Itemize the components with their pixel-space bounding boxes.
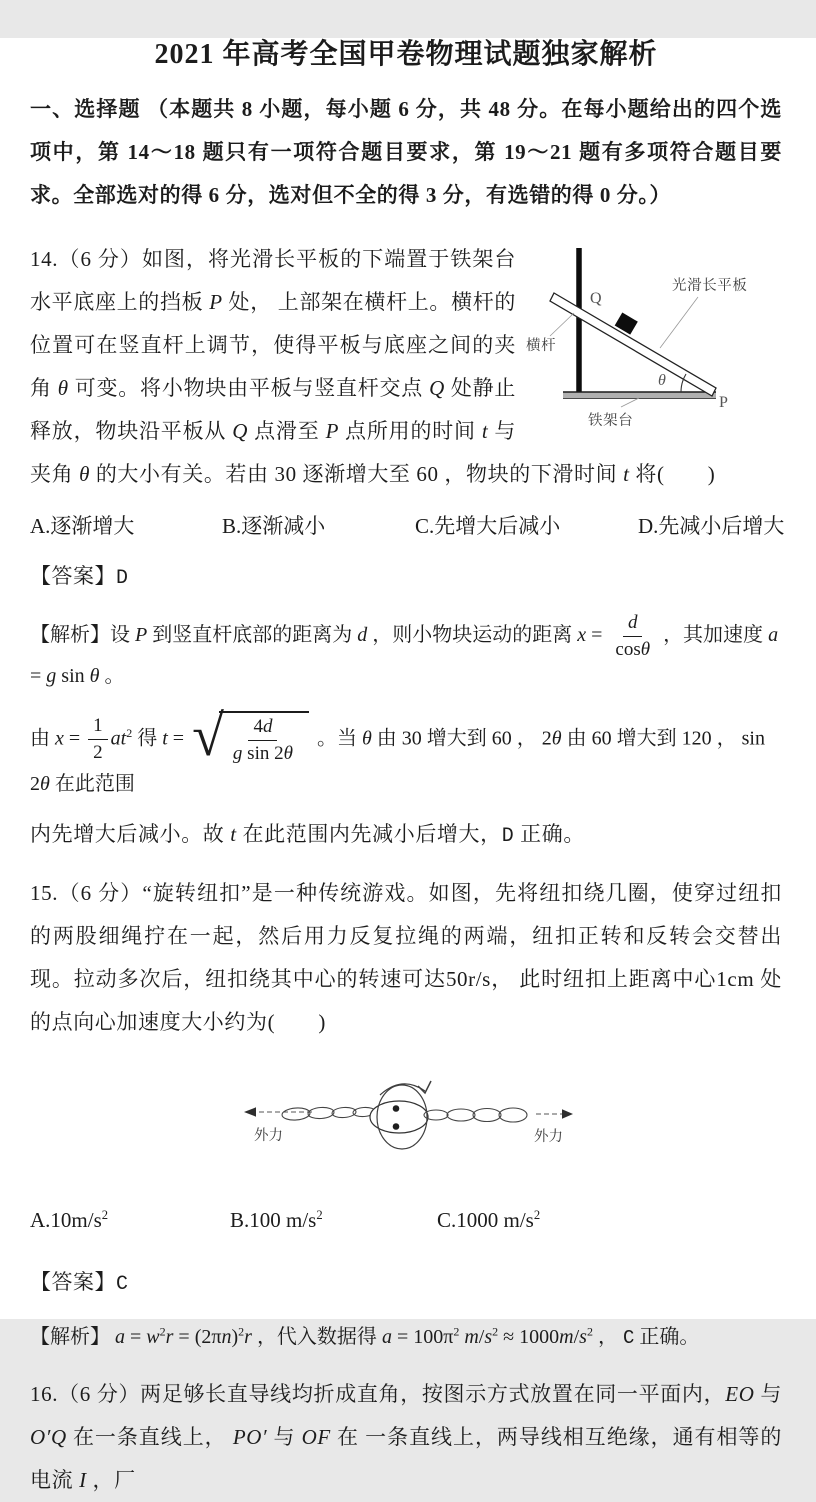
button-hole-bottom: [393, 1123, 400, 1130]
q15-analysis: 【解析】 $a = w^2r = (2\pi n)^2r$ ，代入数据得 $a = 100\pi^2$ $m/s^2 \approx 1000m/s^2$ ， C 正确。: [30, 1324, 700, 1349]
smooth-plank: [550, 293, 716, 396]
button-hole-top: [393, 1105, 400, 1112]
q14-option-c: C.先增大后减小: [415, 514, 561, 538]
question-14: [30, 238, 782, 496]
incline-diagram: [526, 240, 782, 438]
crossbar-label: 横杆: [526, 338, 557, 354]
q15-answer: 【答案】C: [30, 1269, 129, 1295]
stand-leader-line: [621, 398, 639, 407]
external-force-left-label: 外力: [254, 1127, 283, 1144]
page-title: 2021 年高考全国甲卷物理试题独家解析: [154, 39, 658, 70]
force-arrow-right-head: [562, 1109, 573, 1118]
document-page: [0, 38, 816, 1492]
twisted-string-right: [424, 1108, 527, 1122]
question-15: [30, 872, 782, 1044]
question-16: [30, 1373, 782, 1502]
stand-base: [563, 392, 716, 399]
q14-analysis-line-1: 【解析】设 P 到竖直杆底部的距离为 d ，则小物块运动的距离 x = $\frac{d}{\cos\theta}$ ，其加速度 a = g sin θ 。: [30, 612, 779, 687]
q15-option-c: C.1000 $m/s^2$: [437, 1207, 541, 1232]
q16-stem-text: 16.（6 分）两足够长直导线均折成直角，按图示方式放置在同一平面内，EO 与 O′Q 在一条直线上， PO′ 与 OF 在 一条直线上，两导线相互绝缘，通有相等的电流 I ，厂: [30, 1381, 783, 1492]
theta-label: θ: [658, 372, 667, 389]
q14-option-b: B.逐渐减小: [222, 514, 326, 538]
q15-figure: [224, 1062, 604, 1178]
q14-option-d: D.先减小后增大: [638, 514, 785, 538]
q15-option-a: $A.10m/s^2$: [30, 1207, 109, 1232]
q14-analysis-line-3: 内先增大后减小。故 t 在此范围内先减小后增大，D 正确。: [30, 821, 585, 847]
q14-analysis-line-2: 由 x = $\frac{1}{2}$ $at^2$ 得 t = √ $\frac{4d}{\text{g sin 2θ}}$ 。当 θ 由 30 增大到 60 ， 2θ 由 60 增大到 120 ， sin 2θ 在此范围: [30, 702, 765, 795]
q14-answer: 【答案】D: [30, 564, 129, 589]
q15-options: [30, 1208, 782, 1242]
stand-label: 铁架台: [588, 413, 634, 429]
section-intro: 一、选择题 （本题共 8 小题，每小题 6 分，共 48 分。在每小题给出的四个选项中，第 14～18 题只有一项符合题目要求，第 19～21 题有多项符合题目要求。全部选对的得 6 分，选对但不全的得 3 分，有选错的得 0 分。）: [30, 97, 782, 207]
force-arrow-left-head: [244, 1107, 256, 1116]
q15-stem-text: 15.（6 分）“旋转纽扣”是一种传统游戏。如图，先将纽扣绕几圈，使穿过纽扣的两股细绳拧在一起，然后用力反复拉绳的两端，纽扣正转和反转会交替出现。拉动多次后，纽扣绕其中心的转速可达50r/s， 此时纽扣上距离中心1cm 处的点向心加速度大小约为( ): [30, 880, 782, 1034]
crossbar-leader-line: [550, 313, 574, 336]
q14-option-a: A.逐渐增大: [30, 514, 135, 538]
spinning-button-diagram: [224, 1062, 604, 1178]
point-p-label: P: [719, 394, 729, 411]
q14-options: [30, 510, 785, 544]
q14-figure: [526, 240, 782, 438]
point-q-label: Q: [590, 290, 603, 307]
plank-label: 光滑长平板: [672, 278, 748, 294]
plank-leader-line: [660, 297, 698, 348]
q14-stem-text: 14.（6 分）如图，将光滑长平板的下端置于铁架台水平底座上的挡板 P 处， 上部架在横杆上。横杆的位置可在竖直杆上调节，使得平板与底座之间的夹角 θ 可变。将小物块由平板与竖直杆交点 Q 处静止释放，物块沿平板从 Q 点滑至 P 点所用的时间 t 与夹角 θ 的大小有关。若由 30 逐渐增大至 60 ，物块的下滑时间 t 将( ): [30, 247, 716, 486]
twisted-string-left: [282, 1106, 376, 1120]
q15-option-b: B.100 $m/s^2$: [230, 1207, 323, 1232]
external-force-right-label: 外力: [534, 1128, 563, 1145]
